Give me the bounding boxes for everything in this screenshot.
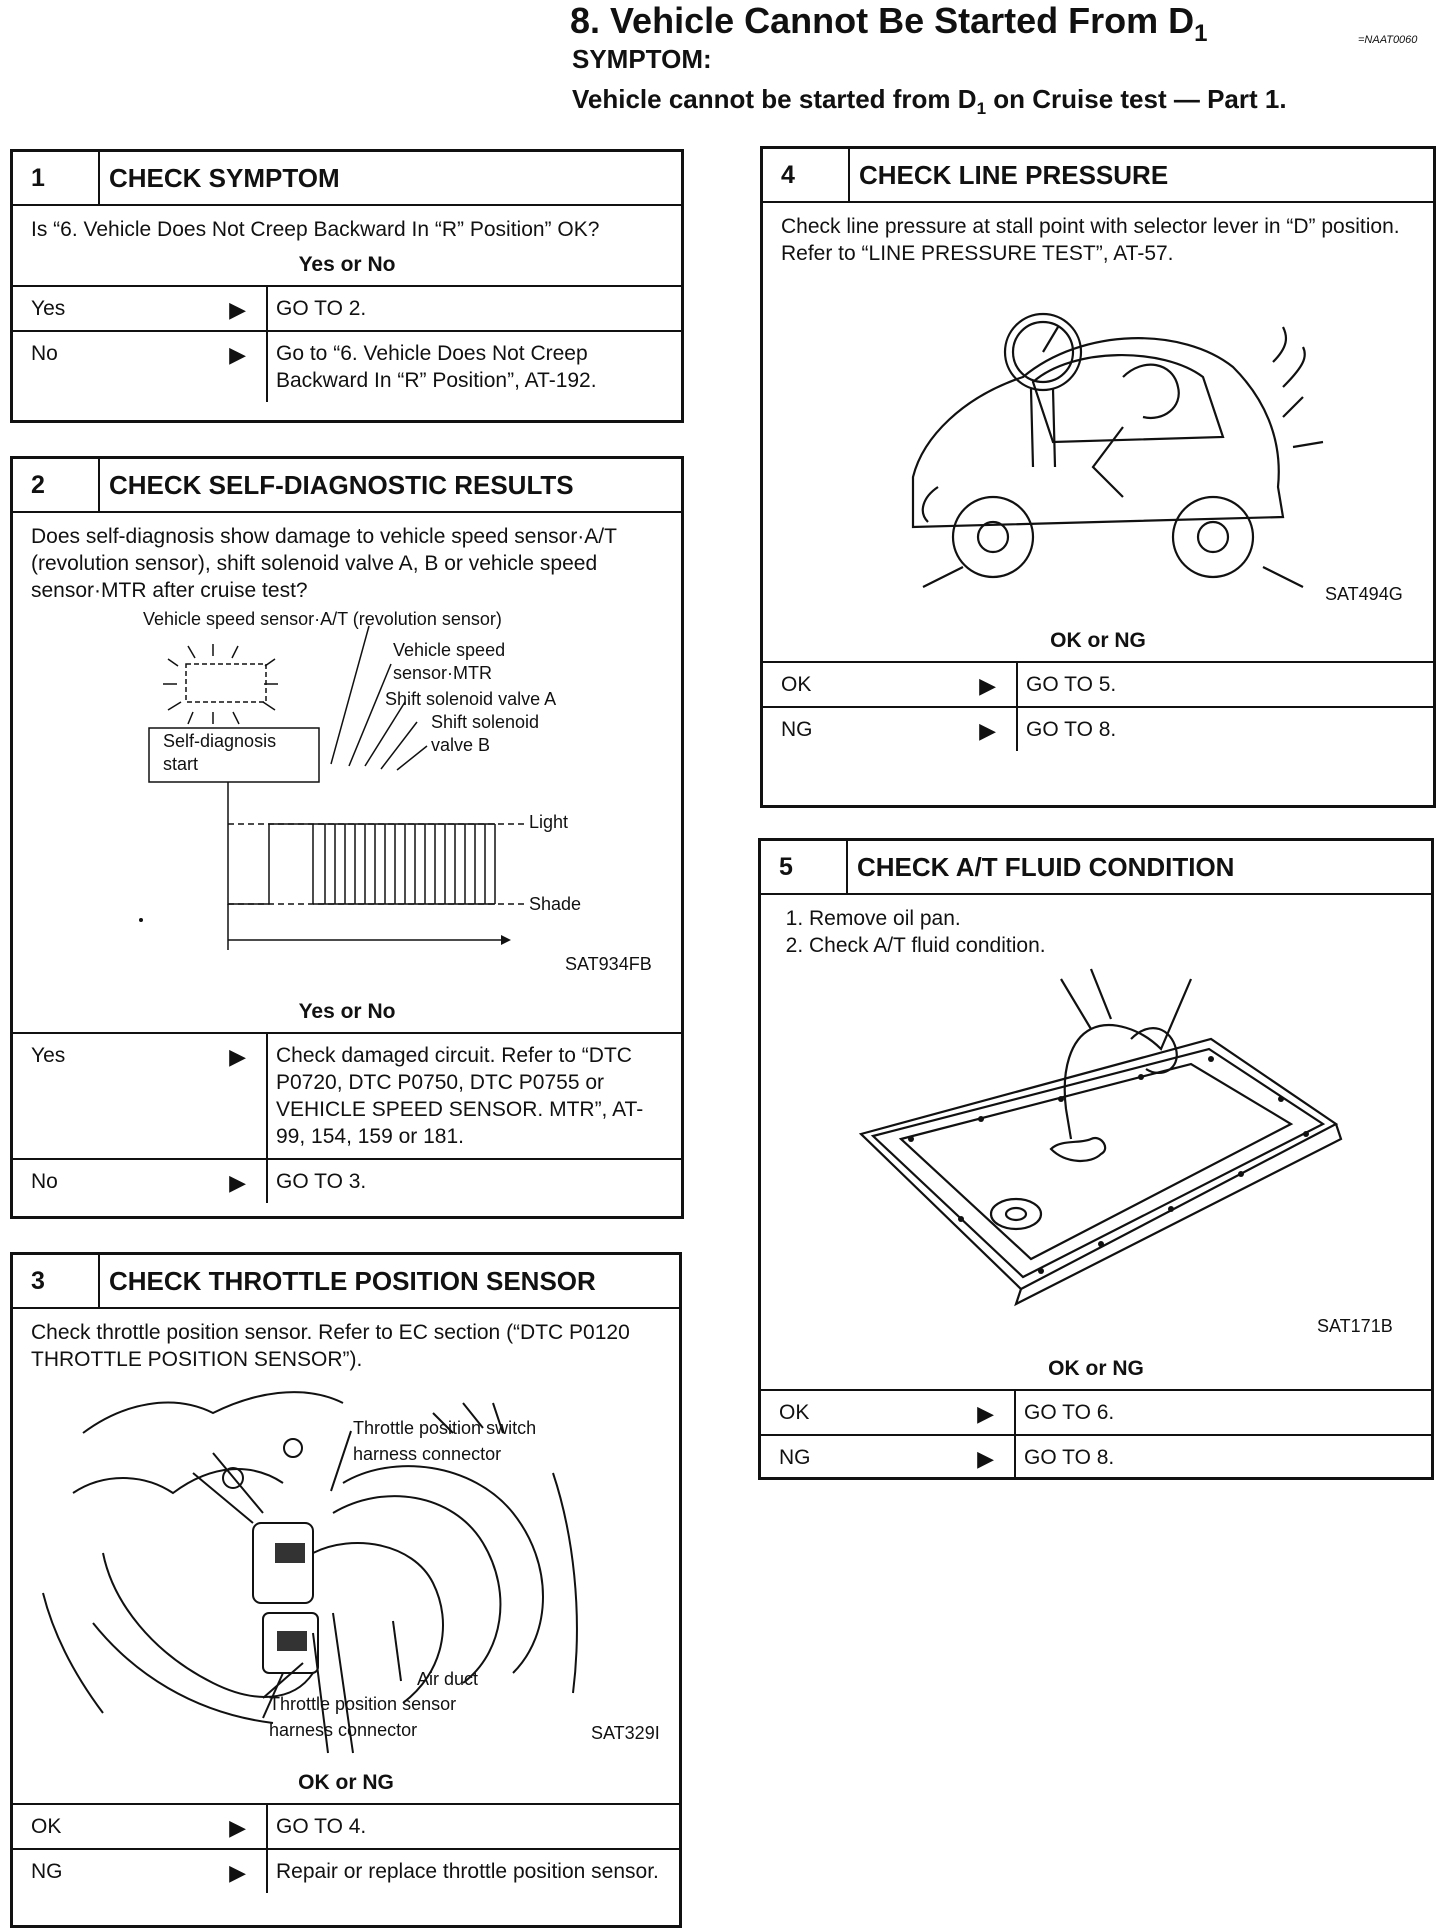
car-gauge-graphic <box>763 267 1433 619</box>
label-vss-mtr-2: sensor·MTR <box>393 663 493 683</box>
step-number: 3 <box>13 1255 100 1307</box>
step-2-box <box>10 456 684 1219</box>
answer-row-yes <box>13 285 681 330</box>
answer-key: OK <box>781 673 812 696</box>
step-title: CHECK SELF-DIAGNOSTIC RESULTS <box>109 470 574 500</box>
step-reference: Refer to “LINE PRESSURE TEST”, AT-57. <box>781 242 1174 265</box>
step-header <box>13 152 681 206</box>
arrow-right-icon: ▶ <box>977 1446 994 1471</box>
label-tps-switch-connector: Throttle position switch <box>353 1418 537 1438</box>
arrow-right-icon: ▶ <box>229 1044 246 1069</box>
label-air-duct: Air duct <box>417 1669 479 1689</box>
answer-action: GO TO 4. <box>276 1815 367 1838</box>
timing-diagram-graphic <box>13 604 681 994</box>
figure-code: SAT171B <box>1317 1316 1393 1336</box>
label-shift-solenoid-a: Shift solenoid valve A <box>385 689 557 709</box>
answer-prompt: OK or NG <box>298 1771 394 1794</box>
arrow-right-icon: ▶ <box>977 1401 994 1426</box>
step-question: Is “6. Vehicle Does Not Creep Backward In “R” Position” OK? <box>31 218 600 241</box>
step-question: Check line pressure at stall point with selector lever in “D” position. <box>781 215 1400 238</box>
instruction-item: 1. Remove oil pan. <box>809 905 1413 932</box>
answer-prompt: OK or NG <box>1050 629 1146 652</box>
step-question: Check throttle position sensor. Refer to EC section (“DTC P0120 THROTTLE POSITION SENSOR”). <box>31 1321 630 1371</box>
arrow-right-icon: ▶ <box>229 342 246 367</box>
answer-row-yes <box>13 1032 681 1158</box>
page-title: 8. Vehicle Cannot Be Started From $D_1$ <box>570 0 1208 48</box>
label-tps-connector: Throttle position sensor <box>269 1694 457 1714</box>
answer-prompt: OK or NG <box>1048 1357 1144 1380</box>
step-3-box <box>10 1252 682 1928</box>
answer-key: No <box>31 342 58 365</box>
step-4-box <box>760 146 1436 808</box>
step-header <box>13 1255 679 1309</box>
step-5-box <box>758 838 1434 1480</box>
line-pressure-test-illustration <box>763 267 1433 619</box>
answer-action: GO TO 6. <box>1024 1401 1115 1424</box>
step-header <box>763 149 1433 203</box>
answer-action: Check damaged circuit. Refer to “DTC P0720, DTC P0750, DTC P0755 or VEHICLE SPEED SENSOR. MTR”, AT-99, 154, 159 or 181. <box>276 1044 644 1148</box>
answer-action: GO TO 8. <box>1024 1446 1115 1469</box>
figure-code: SAT329I <box>591 1723 660 1743</box>
step-title: CHECK SYMPTOM <box>109 163 340 193</box>
step-header <box>761 841 1431 895</box>
answer-action: GO TO 5. <box>1026 673 1117 696</box>
self-diagnosis-timing-diagram <box>13 604 681 994</box>
answer-action: GO TO 3. <box>276 1170 367 1193</box>
symptom-description: Vehicle cannot be started from $D_1$ on Cruise test — Part 1. <box>572 84 1287 119</box>
symptom-label: SYMPTOM: <box>572 44 712 74</box>
arrow-right-icon: ▶ <box>979 673 996 698</box>
answer-row-ok <box>763 661 1433 706</box>
step-title: CHECK THROTTLE POSITION SENSOR <box>109 1266 596 1296</box>
answer-key: NG <box>779 1446 811 1469</box>
answer-key: Yes <box>31 297 66 320</box>
label-vss-at: Vehicle speed sensor·A/T (revolution sensor) <box>143 609 502 629</box>
label-vss-mtr: Vehicle speed <box>393 640 506 660</box>
arrow-right-icon: ▶ <box>229 1170 246 1195</box>
step-question: Does self-diagnosis show damage to vehicle speed sensor·A/T (revolution sensor), shift solenoid valve A, B or vehicle speed sensor·MTR after cruise test? <box>31 525 617 602</box>
answer-row-ok <box>761 1389 1431 1434</box>
throttle-sensor-illustration <box>13 1373 679 1765</box>
step-header <box>13 459 681 513</box>
figure-code: SAT494G <box>1325 584 1403 604</box>
answer-key: NG <box>31 1860 63 1883</box>
answer-key: OK <box>779 1401 810 1424</box>
answer-row-ok <box>13 1803 679 1848</box>
step-number: 2 <box>13 459 100 511</box>
step-question-block <box>763 203 1433 267</box>
answer-action: GO TO 2. <box>276 297 367 320</box>
answer-action: Repair or replace throttle position sensor. <box>276 1860 659 1883</box>
answer-row-ng <box>763 706 1433 751</box>
label-self-diagnosis-start: start <box>163 754 199 774</box>
answer-key: NG <box>781 718 813 741</box>
label-self-diagnosis: Self-diagnosis <box>163 731 277 751</box>
arrow-right-icon: ▶ <box>229 297 246 322</box>
answer-key: OK <box>31 1815 62 1838</box>
answer-prompt: Yes or No <box>298 253 396 276</box>
label-shade: Shade <box>529 894 582 914</box>
label-shift-solenoid-b: Shift solenoid <box>431 712 540 732</box>
instruction-item: 2. Check A/T fluid condition. <box>809 932 1413 959</box>
step-instructions <box>761 895 1431 959</box>
answer-row-ng <box>13 1848 679 1893</box>
answer-action: GO TO 8. <box>1026 718 1117 741</box>
answer-prompt: Yes or No <box>298 1000 396 1023</box>
answer-action: Go to “6. Vehicle Does Not Creep Backward In “R” Position”, AT-192. <box>276 342 597 392</box>
label-tps-switch-connector-2: harness connector <box>353 1444 502 1464</box>
arrow-right-icon: ▶ <box>229 1860 246 1885</box>
step-title: CHECK A/T FLUID CONDITION <box>857 852 1235 882</box>
arrow-right-icon: ▶ <box>979 718 996 743</box>
step-1-box <box>10 149 684 423</box>
label-tps-connector-2: harness connector <box>269 1720 418 1740</box>
step-number: 4 <box>763 149 850 201</box>
answer-row-no <box>13 330 681 402</box>
figure-code: SAT934FB <box>565 954 652 974</box>
label-light: Light <box>529 812 569 832</box>
answer-row-ng <box>761 1434 1431 1479</box>
arrow-right-icon: ▶ <box>229 1815 246 1840</box>
answer-row-no <box>13 1158 681 1203</box>
answer-key: Yes <box>31 1044 66 1067</box>
answer-key: No <box>31 1170 58 1193</box>
step-title: CHECK LINE PRESSURE <box>859 160 1169 190</box>
oil-pan-illustration <box>761 959 1431 1351</box>
label-shift-solenoid-b-2: valve B <box>431 735 491 755</box>
oil-pan-graphic <box>761 959 1431 1351</box>
step-number: 5 <box>761 841 848 893</box>
document-code: =NAAT0060 <box>1358 34 1418 46</box>
step-number: 1 <box>13 152 100 204</box>
